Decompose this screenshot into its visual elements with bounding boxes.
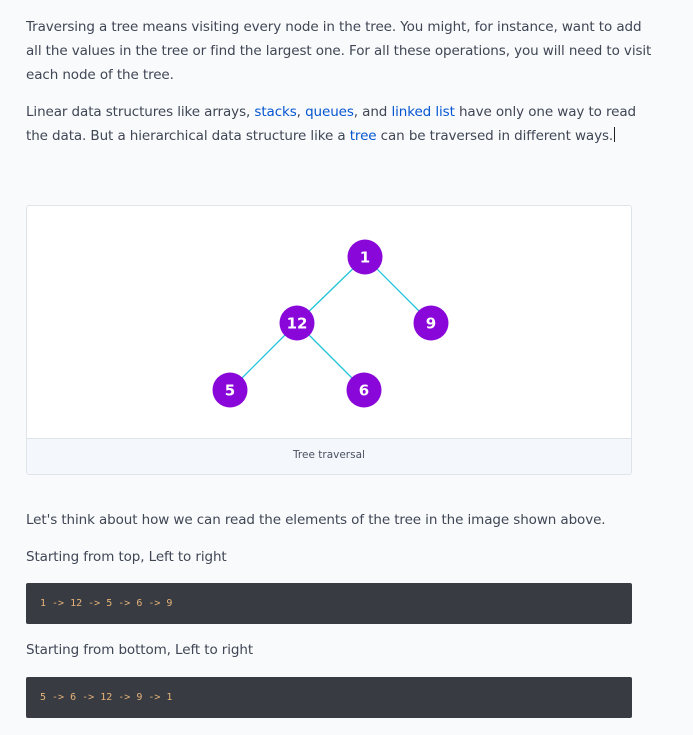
tree-node-9 [414,306,449,341]
node-label: 12 [286,314,308,333]
tree-node-12 [280,306,315,341]
code-block-bottom-up[interactable]: 5 -> 6 -> 12 -> 9 -> 1 [26,677,632,718]
tree-figure [26,205,632,475]
top-down-heading: Starting from top, Left to right [26,549,227,565]
tree-node-1 [348,240,383,275]
text-caret [614,127,615,142]
link-linked-list[interactable]: linked list [391,104,455,120]
figure-caption: Tree traversal [27,438,631,474]
node-label: 1 [359,248,371,267]
node-label: 5 [224,381,236,400]
link-tree[interactable]: tree [349,128,377,144]
node-label: 9 [425,314,437,333]
text-fragment: have only one way to read the data. But a hierarchical data structure like a [26,104,636,144]
node-label: 6 [358,381,370,400]
text-fragment: , [296,104,306,120]
linear-vs-hierarchical-paragraph [26,100,656,148]
intro-paragraph: Traversing a tree means visiting every node in the tree. You might, for instance, want to add all the values in the tree or find the largest one. For all these operations, you will need to visit each node of the tree. [26,19,652,83]
tree-node-5 [213,373,248,408]
read-elements-paragraph: Let's think about how we can read the elements of the tree in the image shown above. [26,512,606,528]
link-stacks[interactable]: stacks [254,104,297,120]
text-fragment: Linear data structures like arrays, [26,104,255,120]
tree-node-6 [347,373,382,408]
bottom-up-heading: Starting from bottom, Left to right [26,642,254,658]
text-fragment: can be traversed in different ways. [376,128,614,144]
link-queues[interactable]: queues [305,104,354,120]
tree-diagram [27,206,632,441]
text-fragment: , and [353,104,392,120]
code-block-top-down[interactable]: 1 -> 12 -> 5 -> 6 -> 9 [26,583,632,624]
